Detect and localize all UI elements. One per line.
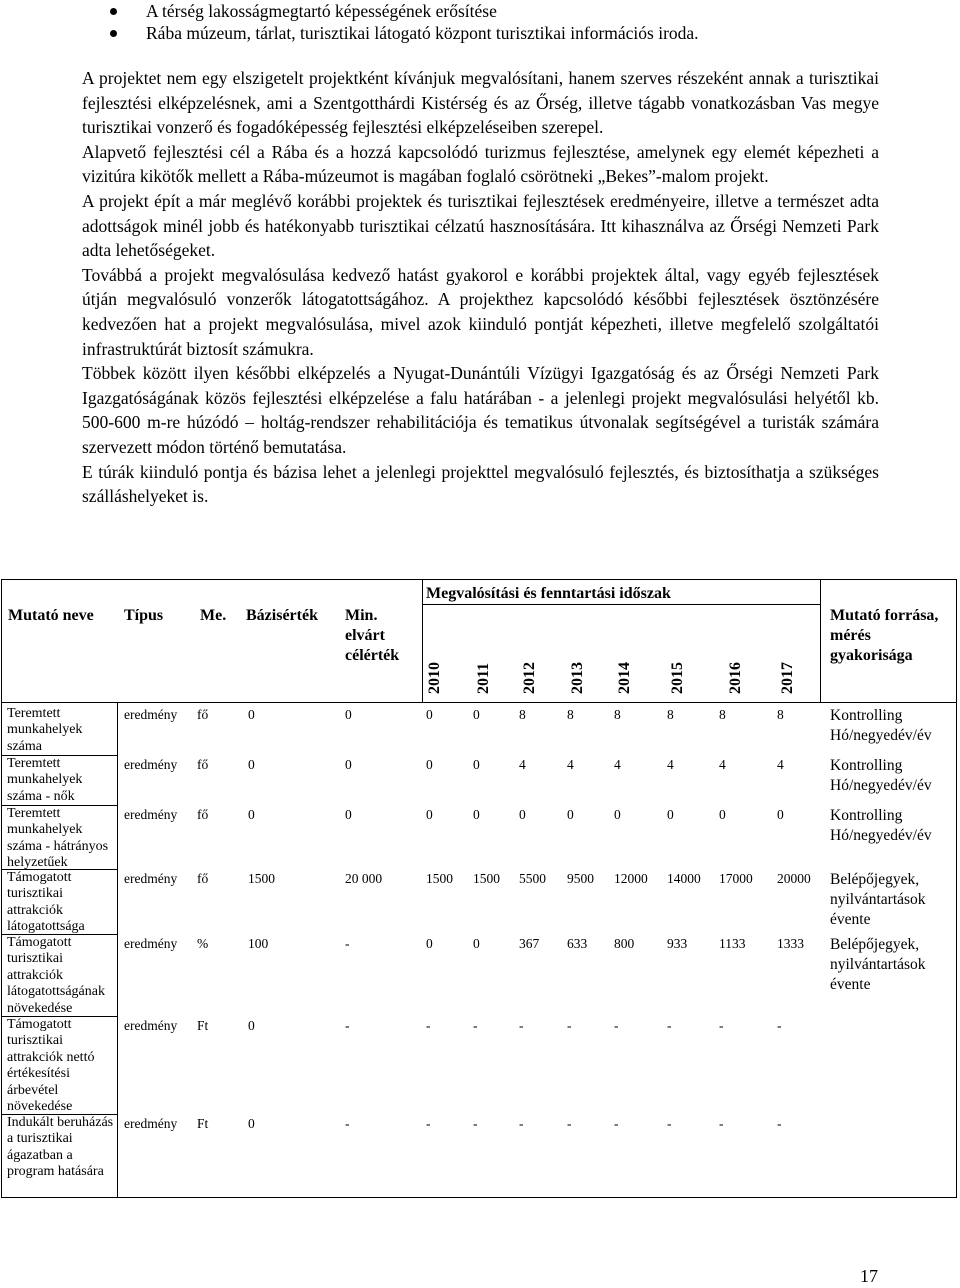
year-value: 9500	[567, 871, 594, 886]
year-value: -	[473, 1018, 478, 1033]
year-value: 633	[567, 936, 588, 951]
year-value: 0	[473, 707, 480, 722]
year-value: 1133	[719, 936, 746, 951]
indicator-name: Támogatott turisztikai attrakciók látogatottsága	[7, 870, 85, 935]
year-value: 0	[519, 807, 526, 822]
year-value: 0	[777, 807, 784, 822]
indicator-base: 0	[248, 1018, 255, 1033]
year-value: -	[719, 1018, 724, 1033]
col-min-header: Min. elvárt célérték	[345, 607, 400, 664]
indicator-unit: fő	[197, 871, 209, 886]
indicator-type: eredmény	[124, 871, 178, 886]
period-header: Megvalósítási és fenntartási időszak	[426, 585, 671, 602]
indicator-type: eredmény	[124, 707, 178, 722]
year-value: 17000	[719, 871, 753, 886]
indicator-type: eredmény	[124, 757, 178, 772]
year-value: 8	[519, 707, 526, 722]
col-base-header: Bázisérték	[246, 607, 318, 624]
year-value: -	[426, 1116, 431, 1131]
indicator-source: Kontrolling Hó/negyedév/év	[830, 707, 932, 744]
indicator-name: Indukált beruházás a turisztikai ágazatban a program hatására	[7, 1115, 114, 1180]
indicator-min: 20 000	[345, 871, 383, 886]
indicator-min: 0	[345, 807, 352, 822]
period-header-rule	[422, 604, 820, 605]
indicator-base: 1500	[248, 871, 275, 886]
year-header: 2011	[475, 662, 492, 694]
year-value: 20000	[777, 871, 811, 886]
indicator-type: eredmény	[124, 936, 178, 951]
year-value: 0	[426, 936, 433, 951]
indicator-base: 100	[248, 936, 269, 951]
year-value: 0	[473, 757, 480, 772]
year-value: 1500	[426, 871, 453, 886]
year-value: 8	[777, 707, 784, 722]
year-value: -	[667, 1018, 672, 1033]
year-value: 0	[719, 807, 726, 822]
year-header: 2012	[521, 662, 538, 694]
year-value: -	[567, 1116, 572, 1131]
year-value: 4	[567, 757, 574, 772]
year-header: 2017	[779, 662, 796, 694]
indicator-name: Támogatott turisztikai attrakciók nettó értékesítési árbevétel növekedése	[7, 1017, 95, 1115]
col-source-header: Mutató forrása, mérés gyakorisága	[830, 607, 939, 664]
indicator-type: eredmény	[124, 807, 178, 822]
indicator-min: -	[345, 1018, 350, 1033]
indicator-min: -	[345, 1116, 350, 1131]
year-value: 1333	[777, 936, 804, 951]
indicator-base: 0	[248, 707, 255, 722]
year-value: -	[519, 1116, 524, 1131]
year-value: 8	[614, 707, 621, 722]
paragraph: Továbbá a projekt megvalósulása kedvező hatást gyakorol e korábbi projektek által, vagy egyéb fejlesztések útján megvalósuló vonzerők látogatottságához. A projekthez kapcsolódó későbbi fejlesztések ösztönzésére kedvezően hat a projekt megvalósulása, mivel azok kiinduló pontját képezheti, illetve megfelelő szolgáltatói infrastruktúrát biztosít számukra.	[82, 264, 879, 359]
indicator-source: Kontrolling Hó/negyedév/év	[830, 757, 932, 794]
indicator-min: 0	[345, 757, 352, 772]
year-value: 8	[667, 707, 674, 722]
paragraph: Többek között ilyen későbbi elképzelés a Nyugat-Dunántúli Vízügyi Igazgatóság és az Őrségi Nemzeti Park Igazgatóságának közös fejlesztési elképzelése a falu határában - a jelenlegi projekt megvalósulási helyétől kb. 500-600 m-re húzódó – holtág-rendszer rehabilitációja és tematikus útvonalak segítségével a turisták számára szervezett módon történő bemutatása.	[82, 363, 879, 457]
year-value: -	[614, 1116, 619, 1131]
paragraph: E túrák kiinduló pontja és bázisa lehet a jelenlegi projekttel megvalósuló fejlesztés, és biztosíthatja a szükséges szálláshelyeket is.	[82, 461, 879, 507]
paragraph: Alapvető fejlesztési cél a Rába és a hozzá kapcsolódó turizmus fejlesztése, amelynek egy elemét képezheti a vizitúra kikötők mellett a Rába-múzeumot is magában foglaló csörötneki „Bekes”-malom projekt.	[82, 141, 879, 187]
indicator-name: Támogatott turisztikai attrakciók látogatottságának növekedése	[7, 935, 105, 1016]
indicator-name: Teremtett munkahelyek száma - nők	[7, 756, 83, 804]
indicator-source: Kontrolling Hó/negyedév/év	[830, 807, 932, 844]
indicator-unit: fő	[197, 807, 209, 822]
indicator-source: Belépőjegyek, nyilvántartások évente	[830, 871, 926, 928]
indicator-name: Teremtett munkahelyek száma	[7, 706, 83, 754]
indicator-base: 0	[248, 807, 255, 822]
col-type-header: Típus	[124, 607, 164, 624]
indicator-source: Belépőjegyek, nyilvántartások évente	[830, 936, 926, 993]
column-rule	[422, 579, 423, 702]
year-value: 800	[614, 936, 635, 951]
indicator-unit: Ft	[197, 1116, 209, 1131]
indicator-min: 0	[345, 707, 352, 722]
col-unit-header: Me.	[200, 607, 227, 624]
name-column-rule	[117, 702, 118, 1198]
year-value: 367	[519, 936, 540, 951]
page-number: 17	[860, 1266, 878, 1286]
indicator-name: Teremtett munkahelyek száma - hátrányos helyzetűek	[7, 806, 109, 871]
year-value: -	[719, 1116, 724, 1131]
year-header: 2015	[669, 662, 686, 694]
year-value: 4	[519, 757, 526, 772]
indicator-unit: fő	[197, 707, 209, 722]
year-value: 5500	[519, 871, 546, 886]
bullet-item: A térség lakosságmegtartó képességének erősítése	[110, 0, 699, 22]
bullet-list	[110, 0, 699, 44]
year-value: -	[614, 1018, 619, 1033]
year-header: 2016	[727, 662, 744, 694]
year-value: 0	[426, 807, 433, 822]
year-header: 2013	[569, 662, 586, 694]
col-name-header: Mutató neve	[8, 607, 94, 624]
year-value: -	[567, 1018, 572, 1033]
year-value: -	[426, 1018, 431, 1033]
indicator-unit: Ft	[197, 1018, 209, 1033]
year-value: 0	[426, 707, 433, 722]
year-value: 0	[614, 807, 621, 822]
year-value: 12000	[614, 871, 648, 886]
indicator-min: -	[345, 936, 350, 951]
year-value: -	[777, 1116, 782, 1131]
year-value: 0	[426, 757, 433, 772]
year-value: 0	[567, 807, 574, 822]
year-value: 0	[667, 807, 674, 822]
year-value: 4	[614, 757, 621, 772]
year-header: 2010	[426, 662, 443, 694]
table-header-rule	[1, 702, 957, 703]
year-value: 14000	[667, 871, 701, 886]
year-value: 8	[567, 707, 574, 722]
paragraph: A projekt épít a már meglévő korábbi projektek és turisztikai fejlesztések eredményeire, illetve a természet adta adottságok minél jobb és hatékonyabb turisztikai célzatú hasznosítására. Itt kihasználva az Őrségi Nemzeti Park adta lehetőségeket.	[82, 190, 879, 261]
year-value: 8	[719, 707, 726, 722]
body-text	[82, 66, 879, 509]
year-value: -	[519, 1018, 524, 1033]
year-value: -	[667, 1116, 672, 1131]
paragraph: A projektet nem egy elszigetelt projektként kívánjuk megvalósítani, hanem szerves részeként annak a turisztikai fejlesztési elképzelésnek, ami a Szentgotthárdi Kistérség és az Őrség, illetve tágabb vonatkozásban Vas megye turisztikai vonzerő és fogadóképesség fejlesztési elképzeléseiben szerepel.	[82, 68, 879, 138]
year-value: -	[777, 1018, 782, 1033]
year-value: 933	[667, 936, 688, 951]
indicator-type: eredmény	[124, 1018, 178, 1033]
year-value: 4	[719, 757, 726, 772]
bullet-item: Rába múzeum, tárlat, turisztikai látogató központ turisztikai információs iroda.	[110, 22, 699, 44]
year-value: -	[473, 1116, 478, 1131]
year-value: 1500	[473, 871, 500, 886]
indicator-unit: %	[197, 936, 209, 951]
column-rule	[820, 579, 821, 702]
indicator-base: 0	[248, 757, 255, 772]
year-header: 2014	[616, 662, 633, 694]
year-value: 4	[777, 757, 784, 772]
year-value: 0	[473, 936, 480, 951]
year-value: 0	[473, 807, 480, 822]
indicator-unit: fő	[197, 757, 209, 772]
year-value: 4	[667, 757, 674, 772]
indicator-base: 0	[248, 1116, 255, 1131]
indicator-type: eredmény	[124, 1116, 178, 1131]
